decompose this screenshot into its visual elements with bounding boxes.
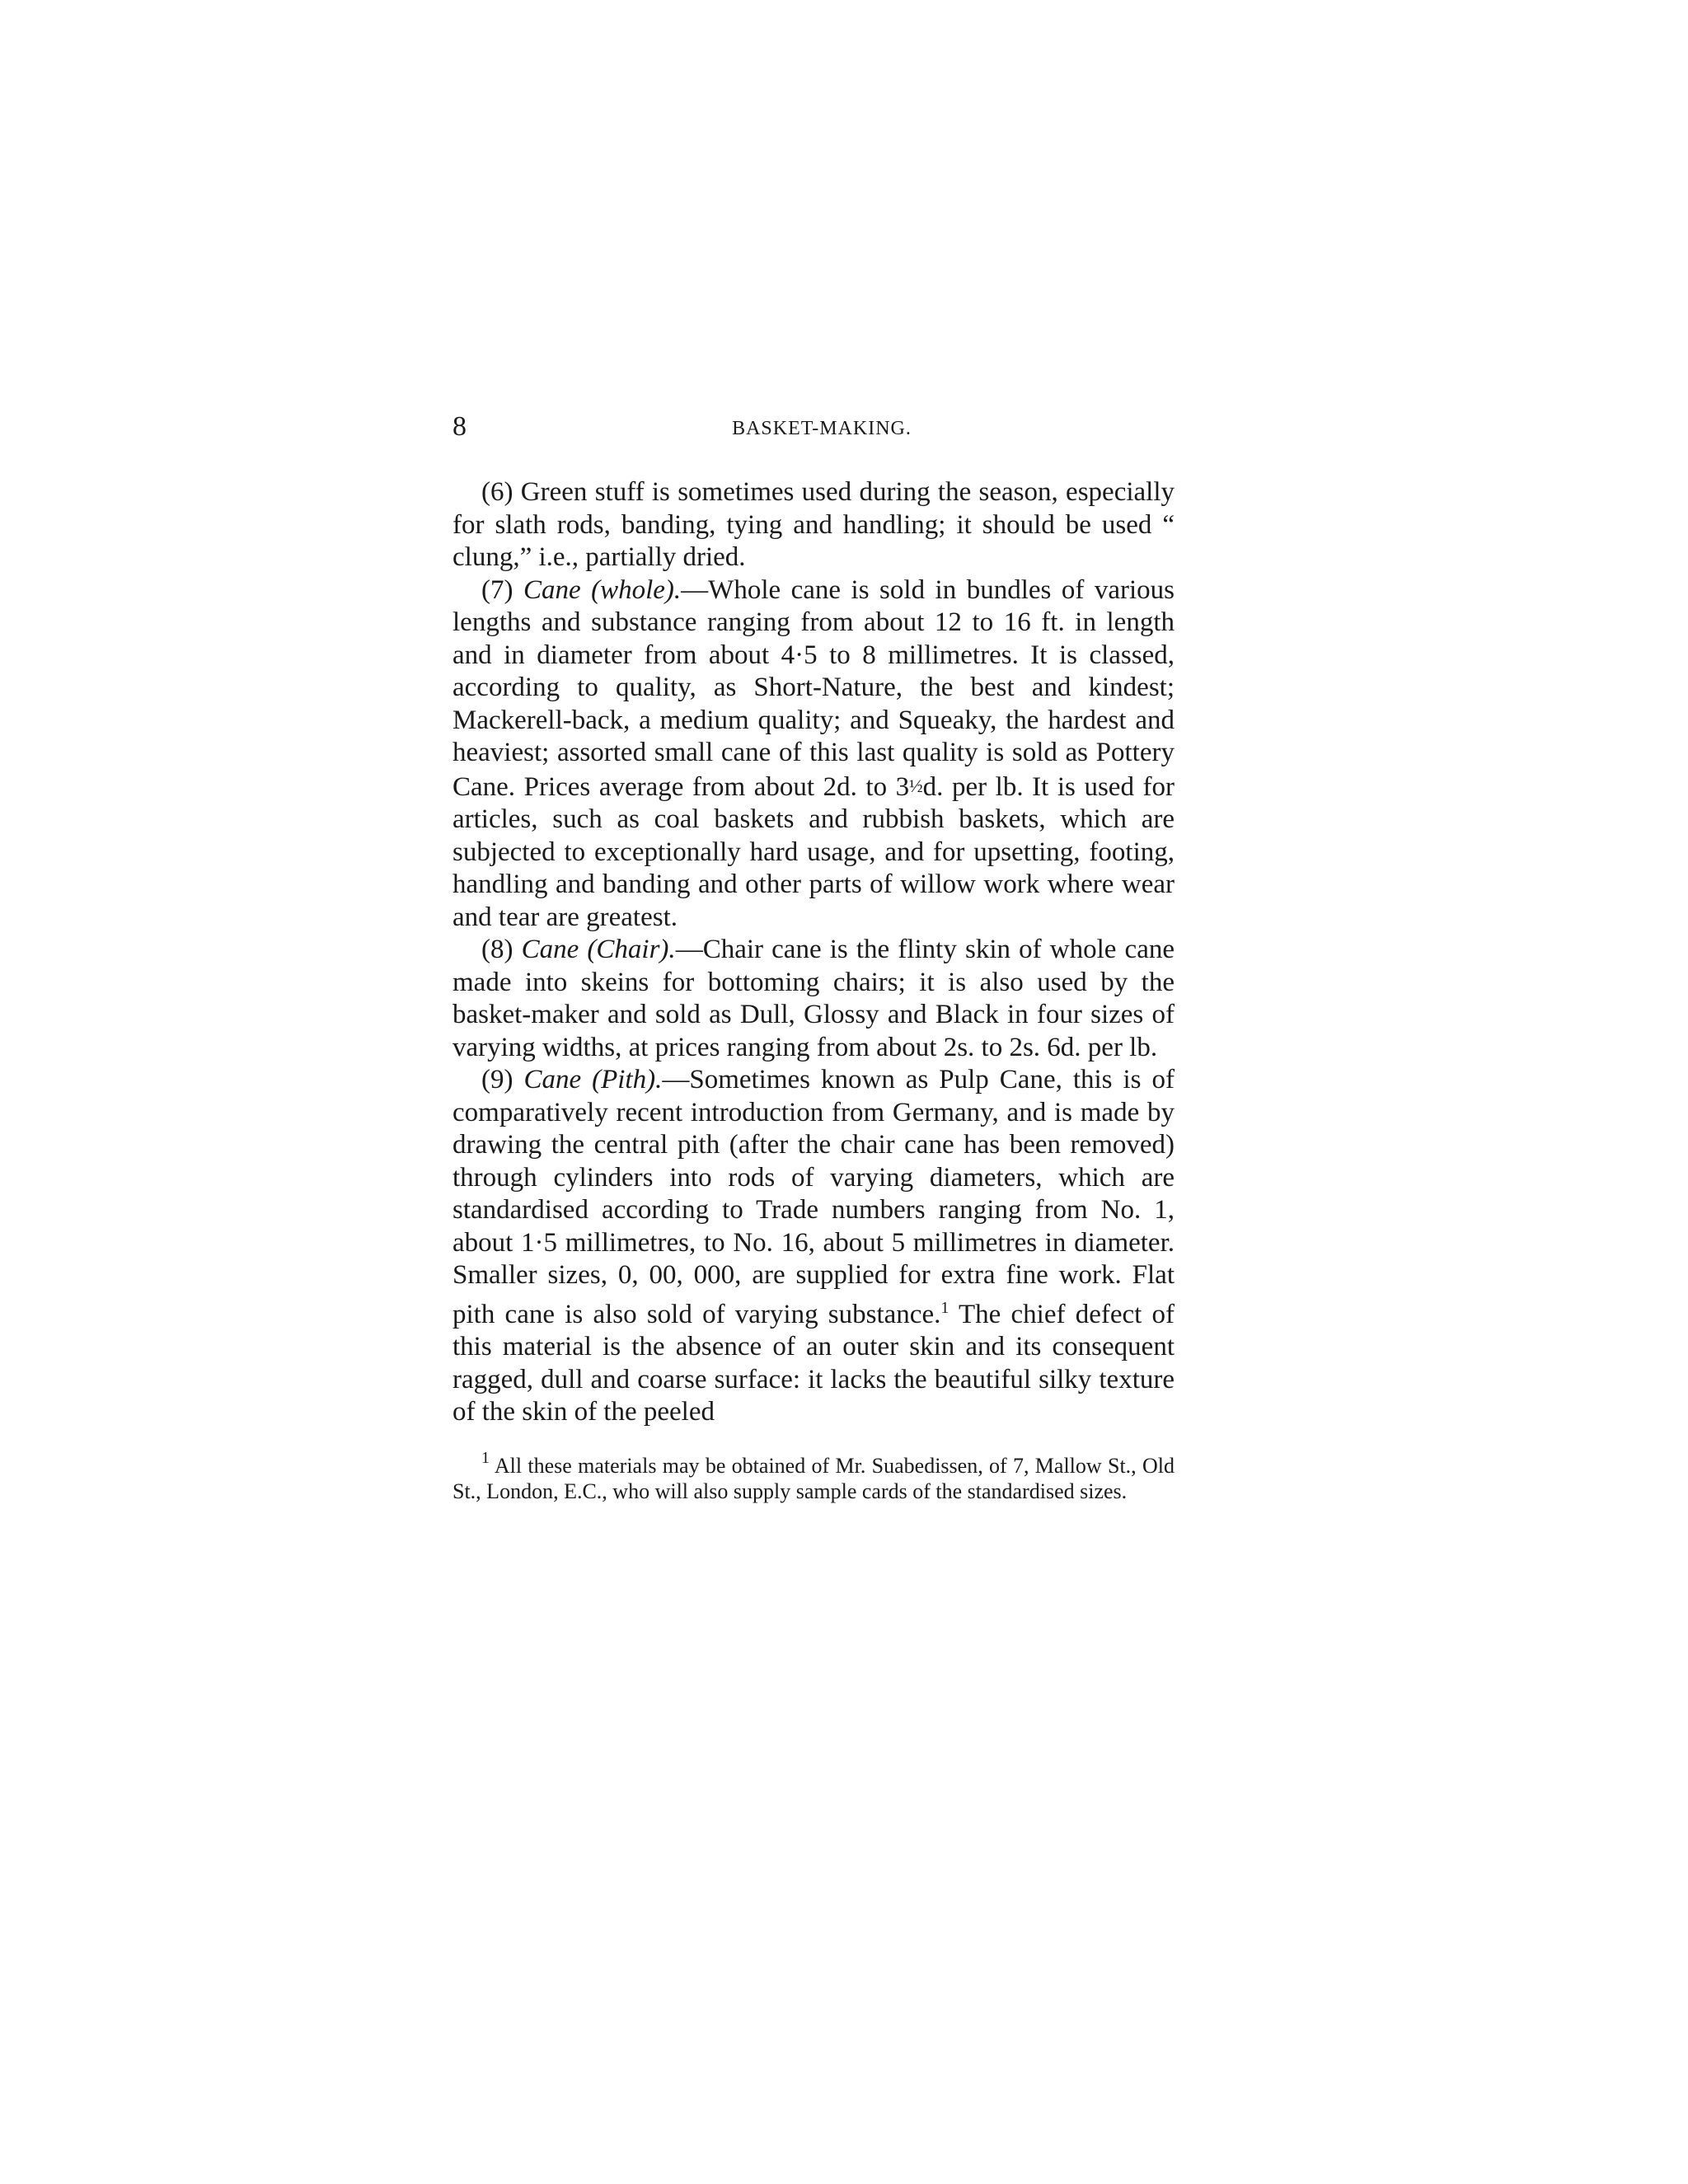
fraction-half: ½ xyxy=(909,775,923,796)
paragraph-8-text: —Chair cane is the flinty skin of whole cane made into skeins for bottoming chairs; it is also used by the basket-maker and sold as Dull, Glossy and Black in four sizes of varying widths, at prices ranging from about 2s. to 2s. 6d. per lb. xyxy=(452,935,1175,1062)
paragraph-8-label: Cane (Chair). xyxy=(521,935,676,964)
paragraph-9-text: —Sometimes known as Pulp Cane, this is of comparatively recent introduction from Germany, and is made by drawing the central pith (after the chair cane has been removed) through cylinders into rods of varying diameters, which are standardised according to Trade numbers ranging from No. 1, about 1·5 millimetres, to No. 16, about 5 millimetres in diameter. Smaller sizes, 0, 00, 000, are supplied for extra fine work. Flat pith cane is also sold of varying substance. xyxy=(452,1065,1175,1329)
running-title: BASKET-MAKING. xyxy=(732,418,912,439)
running-head xyxy=(452,410,1175,443)
paragraph-7-prefix: (7) xyxy=(481,574,523,605)
paragraph-9 xyxy=(452,1064,1175,1429)
paragraph-7-label: Cane (whole). xyxy=(523,574,682,605)
paragraph-7-text-end: d. per lb. It is used for articles, such as coal baskets and rubbish baskets, which are subjected to exceptionally hard usage, and for upsetting, footing, handling and banding and other parts of willow work where wear and tear are greatest. xyxy=(452,771,1175,932)
paragraph-6: (6) Green stuff is sometimes used during the season, especially for slath rods, banding, tying and handling; it should be used “ clung,” i.e., partially dried. xyxy=(452,477,1175,572)
footnote-reference: 1 xyxy=(940,1298,950,1317)
paragraph-8-prefix: (8) xyxy=(481,935,522,964)
text-block xyxy=(452,410,1175,1504)
paragraph-9-prefix: (9) xyxy=(481,1065,524,1094)
footnote-marker: 1 xyxy=(481,1448,490,1467)
paragraph-7-text: —Whole cane is sold in bundles of various lengths and substance ranging from about 12 to 16 ft. in length and in diameter from about 4·5 to 8 millimetres. It is classed, according to quality, as Short-Nature, the best and kindest; Mackerell-back, a medium quality; and Squeaky, the hardest and heaviest; assorted small cane of this last quality is sold as Pottery Cane. Prices average from about 2d. to 3 xyxy=(452,574,1175,802)
page-number: 8 xyxy=(452,411,467,442)
footnote-text: All these materials may be obtained of Mr. Suabedissen, of 7, Mallow St., Old St., London, E.C., who will also supply sample cards of the standardised sizes. xyxy=(452,1453,1175,1503)
footnote xyxy=(452,1446,1175,1504)
paragraph-8 xyxy=(452,934,1175,1064)
paragraph-7 xyxy=(452,574,1175,935)
body-text xyxy=(452,476,1175,1429)
paragraph-9-label: Cane (Pith). xyxy=(523,1065,663,1094)
paragraph-9-text-end: The chief defect of this material is the absence of an outer skin and its consequent ragged, dull and coarse surface: it lacks the beautiful silky texture of the skin of the peeled xyxy=(452,1299,1175,1427)
